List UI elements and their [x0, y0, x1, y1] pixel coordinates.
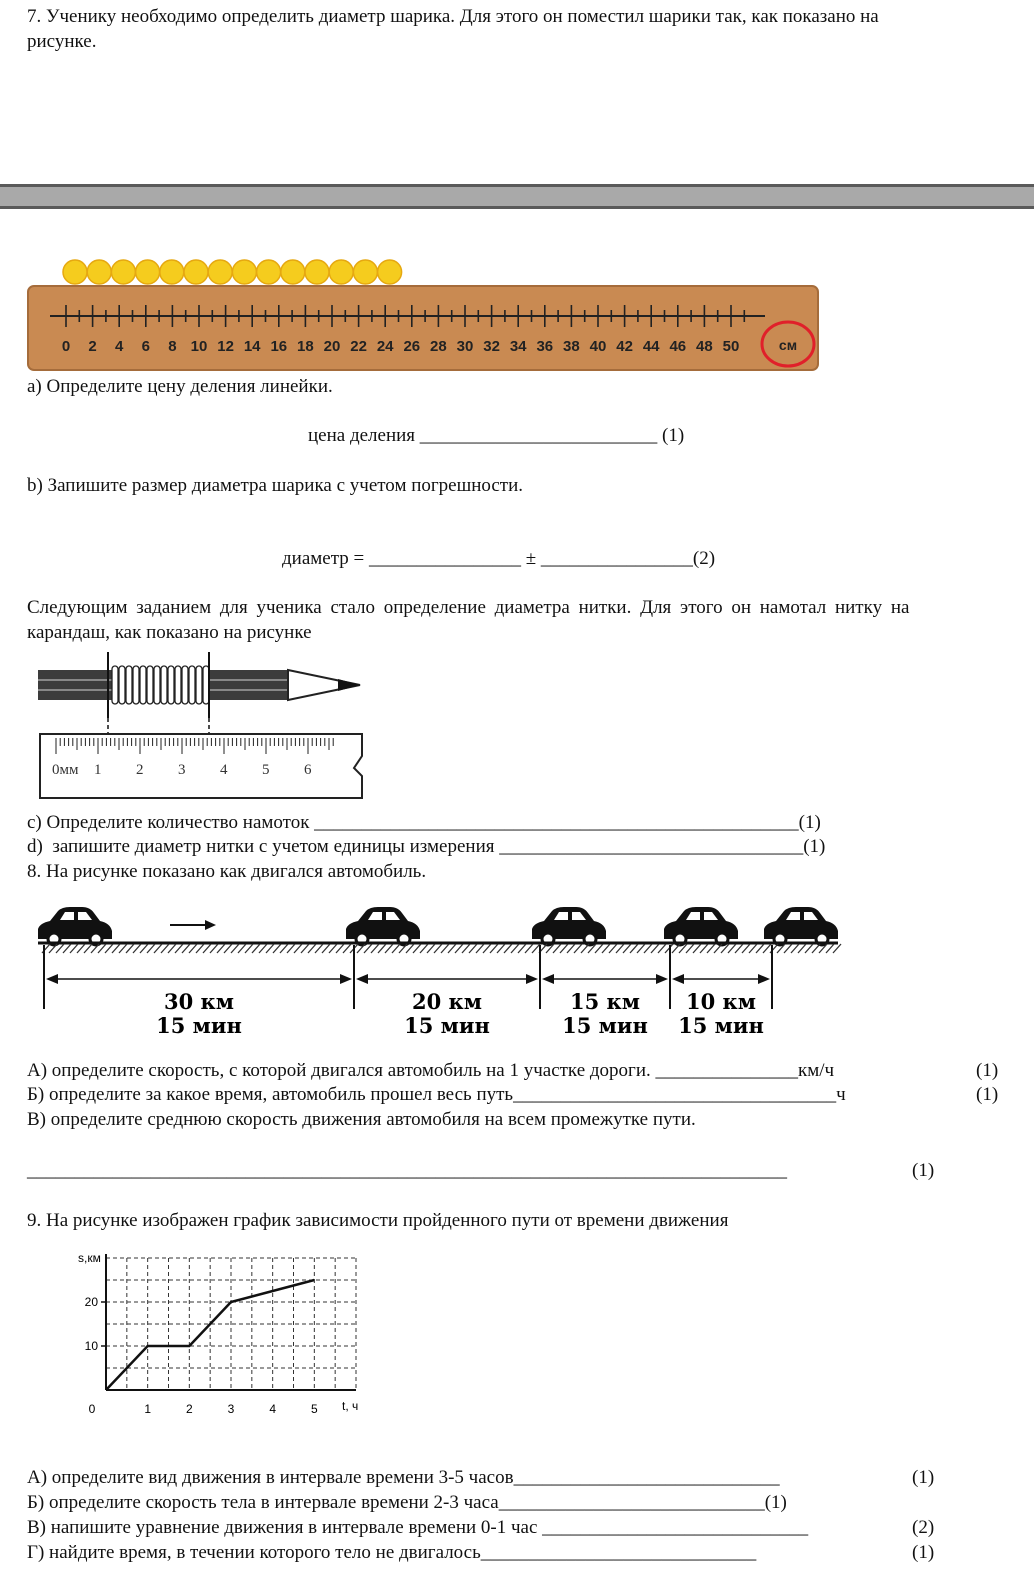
x-tick-label: 4	[269, 1402, 277, 1416]
task7-question-b: b) Запишите размер диаметра шарика с учетом погрешности.	[27, 475, 524, 496]
wooden-ruler	[28, 286, 818, 370]
segment-time: 15 мин	[562, 1013, 648, 1038]
car-icon	[532, 907, 606, 945]
thread-turn	[119, 666, 125, 704]
ball	[281, 260, 305, 284]
segment-time: 15 мин	[678, 1013, 764, 1038]
thread-turn	[189, 666, 195, 704]
ruler-label: 8	[168, 338, 177, 355]
task8-answer-line: ________________________________________________________________________________	[27, 1160, 787, 1181]
y-axis-label: s,км	[78, 1251, 101, 1265]
segment-time: 15 мин	[156, 1013, 242, 1038]
ball	[63, 260, 87, 284]
ruler-label: 16	[270, 338, 288, 355]
mm-ruler-label: 6	[304, 762, 312, 778]
x-tick-label: 1	[144, 1402, 152, 1416]
ruler-label: 14	[243, 338, 261, 355]
car-icon	[346, 907, 420, 945]
y-tick-label: 10	[84, 1339, 98, 1353]
thread-turn	[133, 666, 139, 704]
mm-ruler	[40, 734, 362, 798]
ruler-label: 6	[141, 338, 150, 355]
task9-points-d: (1)	[912, 1542, 935, 1563]
chart-grid	[106, 1258, 356, 1390]
y-tick-label: 20	[84, 1295, 98, 1309]
ruler-label: 18	[297, 338, 314, 355]
thread-turn	[182, 666, 188, 704]
x-tick-label: 2	[185, 1402, 193, 1416]
gray-divider-bar	[0, 184, 1034, 210]
ball	[87, 260, 111, 284]
chart-tick-labels	[85, 1295, 318, 1416]
x-tick-label: 5	[310, 1402, 318, 1416]
ruler-label: 40	[589, 338, 607, 355]
task8-answer-points: (1)	[912, 1160, 935, 1181]
task9-question-b: Б) определите скорость тела в интервале времени 2-3 часа____________________________(1)	[27, 1492, 787, 1513]
ball	[184, 260, 208, 284]
task7-answer-b: диаметр = ________________ ± ________________(2)	[282, 548, 716, 569]
segment-distance: 10 км	[686, 989, 756, 1014]
task9-title: 9. На рисунке изображен график зависимости пройденного пути от времени движения	[27, 1210, 729, 1231]
ruler-label: 46	[669, 338, 687, 355]
task8-question-c: В) определите среднюю скорость движения автомобиля на всем промежутке пути.	[27, 1109, 696, 1130]
task7-line2: рисунке.	[27, 31, 97, 52]
x-axis-label: t, ч	[342, 1399, 359, 1413]
segment-distance: 30 км	[164, 989, 234, 1014]
ruler-label: 20	[323, 338, 341, 355]
ruler-label: 34	[509, 338, 527, 355]
pencil-ruler-figure	[36, 646, 376, 802]
task7-question-d: d) запишите диаметр нитки с учетом единицы измерения ________________________________(1)	[27, 836, 826, 857]
task7-line1: 7. Ученику необходимо определить диаметр шарика. Для этого он поместил шарики так, как показано на	[27, 6, 879, 27]
ruler-label: 10	[190, 338, 208, 355]
mm-ruler-label: 2	[136, 762, 144, 778]
mm-ruler-label: 5	[262, 762, 270, 778]
ruler-label: 2	[88, 338, 97, 355]
segment-distance: 20 км	[412, 989, 482, 1014]
direction-arrow	[205, 920, 216, 930]
car-icon	[38, 907, 112, 945]
thread-turn	[196, 666, 202, 704]
ruler-label: 48	[696, 338, 713, 355]
ball	[378, 260, 402, 284]
mm-ruler-label: 4	[220, 762, 228, 778]
thread-turn	[168, 666, 174, 704]
task7-question-a: а) Определите цену деления линейки.	[27, 376, 333, 397]
segment-time: 15 мин	[404, 1013, 490, 1038]
ball	[208, 260, 232, 284]
x-tick-label: 3	[227, 1402, 235, 1416]
task7-answer-a: цена деления _________________________ (1)	[308, 425, 685, 446]
ruler-label: 22	[350, 338, 367, 355]
task9-points-a: (1)	[912, 1467, 935, 1488]
thread-turn	[154, 666, 160, 704]
ruler-label: 42	[616, 338, 633, 355]
thread-turn	[126, 666, 132, 704]
mm-ruler-label: 3	[178, 762, 186, 778]
ruler-label: 30	[456, 338, 474, 355]
thread-turn	[147, 666, 153, 704]
road-segment	[542, 974, 668, 1038]
road-hatching	[42, 944, 841, 953]
task7-question-c: c) Определите количество намоток ___________________________________________________(1)	[27, 812, 821, 833]
task9-question-d: Г) найдите время, в течении которого тело не двигалось_____________________________	[27, 1542, 757, 1563]
task9-points-c: (2)	[912, 1517, 935, 1538]
road-segment	[672, 974, 770, 1038]
task8-question-b: Б) определите за какое время, автомобиль прошел весь путь__________________________________ч	[27, 1084, 846, 1105]
ruler-label: 12	[217, 338, 234, 355]
ball-ruler-figure	[20, 252, 830, 377]
ball	[329, 260, 353, 284]
task8-question-a: А) определите скорость, с которой двигался автомобиль на 1 участке дороги. _______________км/ч	[27, 1060, 835, 1081]
thread-intro-line1: Следующим заданием для ученика стало определение диаметра нитки. Для этого он намотал нитку на	[27, 597, 910, 618]
ruler-label: 36	[536, 338, 554, 355]
thread-coil	[112, 666, 209, 704]
road-segment	[356, 974, 538, 1038]
task8-points-a: (1)	[976, 1060, 999, 1081]
mm-ruler-label: 1	[94, 762, 102, 778]
ball	[232, 260, 256, 284]
mm-ruler-label: 0мм	[52, 762, 79, 778]
car-icon	[664, 907, 738, 945]
ruler-label: 28	[430, 338, 447, 355]
thread-intro-line2: карандаш, как показано на рисунке	[27, 622, 312, 643]
balls-row	[63, 260, 402, 284]
ball	[305, 260, 329, 284]
ball	[111, 260, 135, 284]
ball	[353, 260, 377, 284]
task8-points-b: (1)	[976, 1084, 999, 1105]
thread-turn	[140, 666, 146, 704]
segment-distance: 15 км	[570, 989, 640, 1014]
thread-turn	[175, 666, 181, 704]
ball	[160, 260, 184, 284]
cars	[38, 907, 838, 945]
task9-question-a: А) определите вид движения в интервале времени 3-5 часов____________________________	[27, 1467, 780, 1488]
ruler-label: 24	[376, 338, 394, 355]
ruler-label: 0	[61, 338, 71, 355]
ruler-label: 38	[563, 338, 580, 355]
ruler-label: 4	[115, 338, 124, 355]
ball	[136, 260, 160, 284]
distance-time-chart	[60, 1246, 380, 1424]
thread-turn	[112, 666, 118, 704]
road-segment	[46, 974, 352, 1038]
ruler-label: 50	[722, 338, 740, 355]
ruler-label: 26	[403, 338, 421, 355]
road-figure	[30, 905, 850, 1047]
ball	[257, 260, 281, 284]
thread-turn	[161, 666, 167, 704]
road-segments	[44, 945, 772, 1038]
task8-title: 8. На рисунке показано как двигался автомобиль.	[27, 861, 427, 882]
ruler-unit-label: см	[778, 337, 798, 353]
task9-question-c: В) напишите уравнение движения в интервале времени 0-1 час ____________________________	[27, 1517, 809, 1538]
ruler-label: 44	[642, 338, 660, 355]
x-tick-label: 0	[88, 1402, 96, 1416]
car-icon	[764, 907, 838, 945]
ruler-label: 32	[483, 338, 500, 355]
